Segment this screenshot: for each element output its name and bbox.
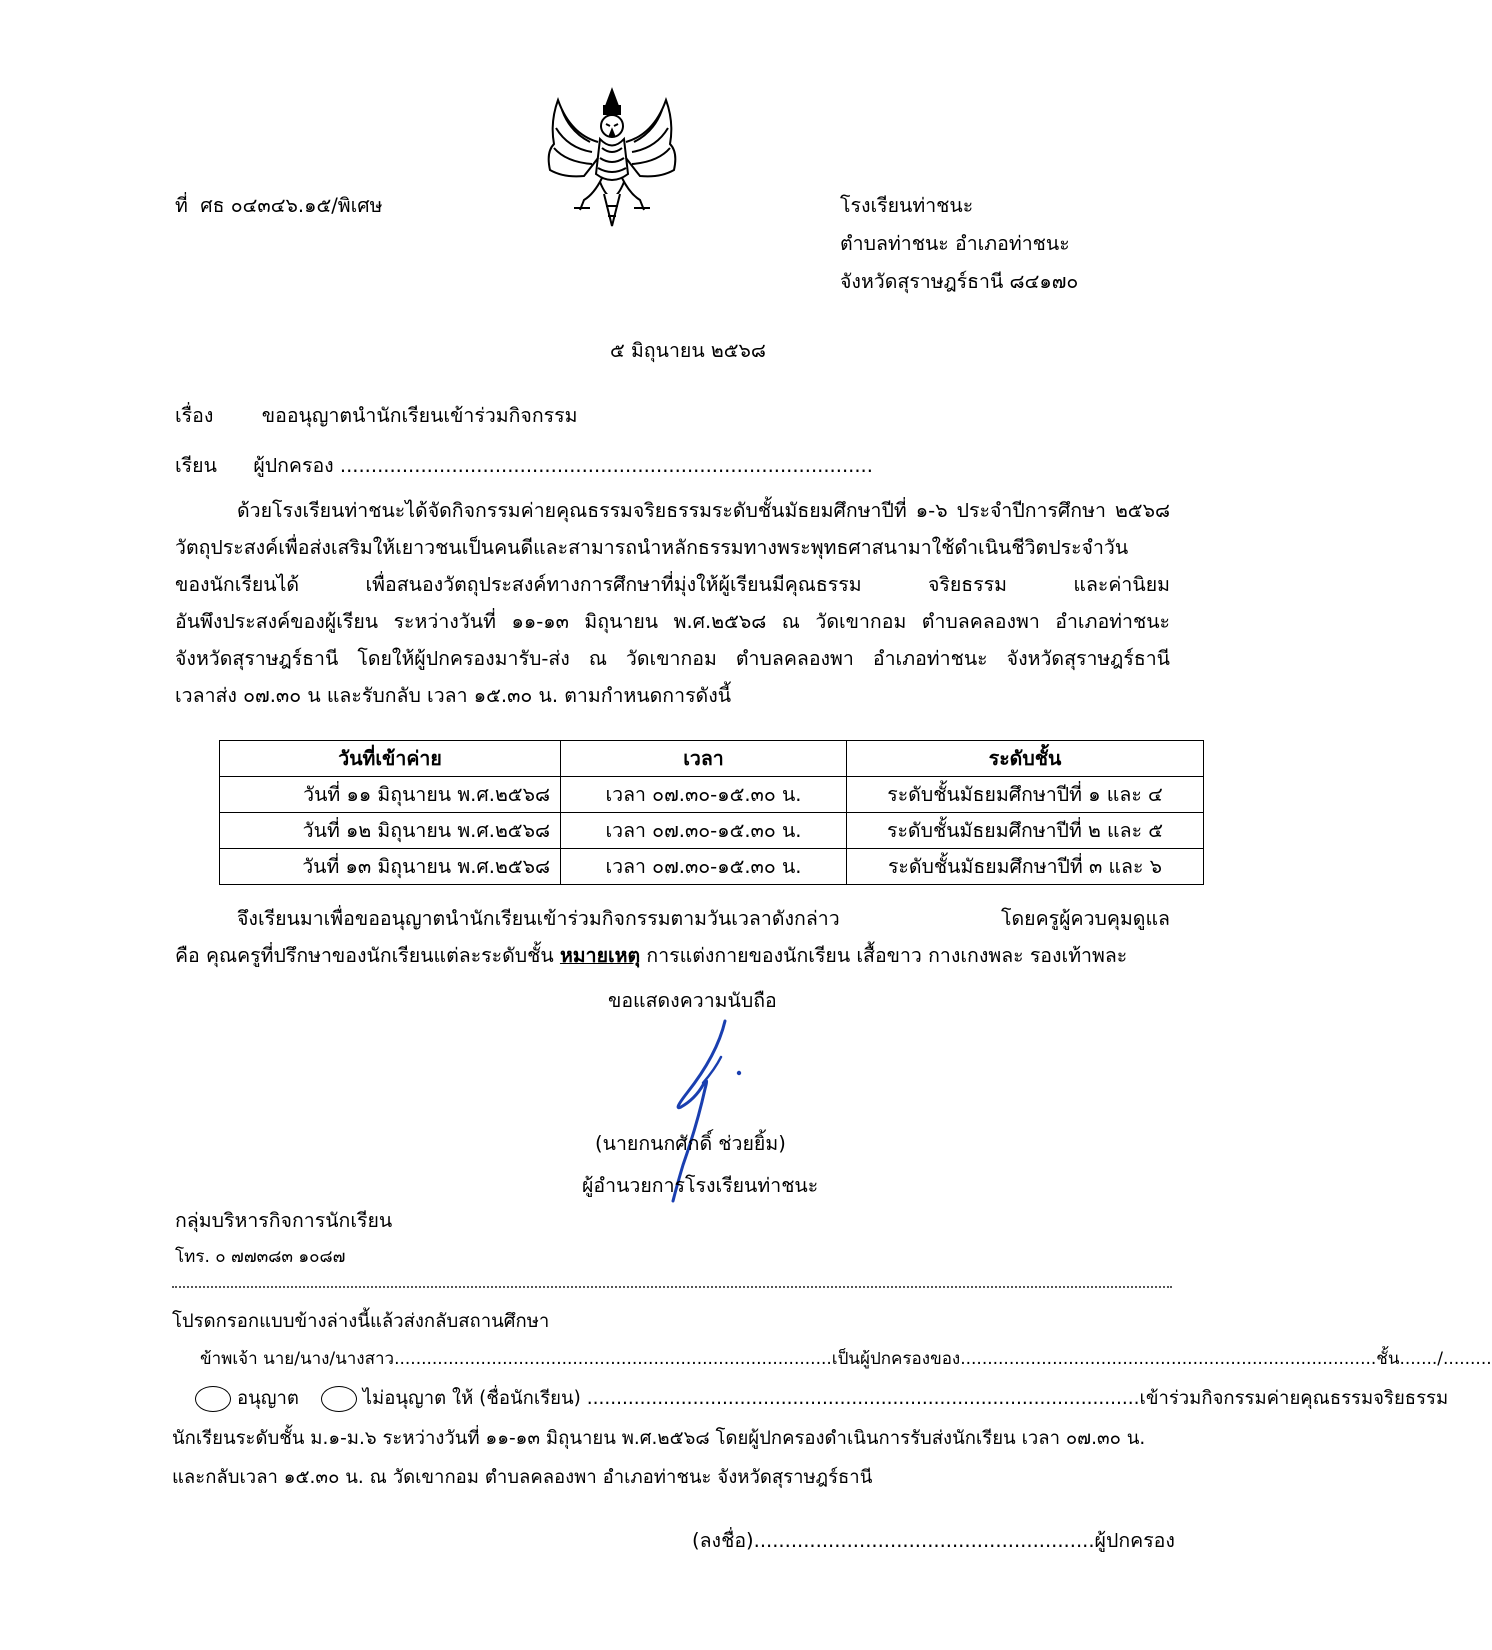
reference-label: ที่ [175,194,188,217]
column-header-time: เวลา [561,741,847,777]
table-cell-date: วันที่ ๑๒ มิถุนายน พ.ศ.๒๕๖๘ [220,813,561,849]
form-consent-line [195,1384,1448,1413]
table-cell-level: ระดับชั้นมัธยมศึกษาปีที่ ๑ และ ๔ [847,777,1204,813]
body-line: ด้วยโรงเรียนท่าชนะได้จัดกิจกรรมค่ายคุณธรรมจริยธรรมระดับชั้นมัธยมศึกษาปีที่ ๑-๖ ประจำปีการศึกษา ๒๕๖๘ [237,499,1170,522]
form-detail-line2: และกลับเวลา ๑๕.๓๐ น. ณ วัดเขากอม ตำบลคลองพา อำเภอท่าชนะ จังหวัดสุราษฎร์ธานี [172,1467,873,1488]
subject-line [175,400,577,431]
guardian-signature-line: (ลงชื่อ).......................................................ผู้ปกครอง [692,1529,1175,1552]
table-row [220,813,1204,849]
column-header-level: ระดับชั้น [847,741,1204,777]
table-row [220,849,1204,885]
subject-label: เรื่อง [175,404,214,427]
body-line: ของนักเรียนได้ เพื่อสนองวัตถุประสงค์ทางการศึกษาที่มุ่งให้ผู้เรียนมีคุณธรรม จริยธรรม และค่านิยม [175,573,1170,596]
body-line: อันพึงประสงค์ของผู้เรียน ระหว่างวันที่ ๑๑-๑๓ มิถุนายน พ.ศ.๒๕๖๘ ณ วัดเขากอม ตำบลคลองพา อำเภอท่าชนะ [175,610,1170,633]
school-name: โรงเรียนท่าชนะ [840,194,974,217]
body-line: จังหวัดสุราษฎร์ธานี โดยให้ผู้ปกครองมารับ-ส่ง ณ วัดเขากอม ตำบลคลองพา อำเภอท่าชนะ จังหวัดสุราษฎร์ธานี [175,647,1170,670]
table-row [220,777,1204,813]
subject-text: ขออนุญาตนำนักเรียนเข้าร่วมกิจกรรม [261,404,578,427]
salutation-text: ผู้ปกครอง ...................................................................................... [253,454,873,477]
allow-label: อนุญาต [237,1388,299,1409]
form-instruction: โปรดกรอกแบบข้างล่างนี้แล้วส่งกลับสถานศึกษา [172,1311,550,1332]
department-phone: โทร. ๐ ๗๗๓๘๓ ๑๐๘๗ [175,1247,346,1267]
body-line: วัตถุประสงค์เพื่อส่งเสริมให้เยาวชนเป็นคนดีและสามารถนำหลักธรรมทางพระพุทธศาสนามาใช้ดำเนินชีวิตประจำวัน [175,536,1129,559]
table-cell-date: วันที่ ๑๓ มิถุนายน พ.ศ.๒๕๖๘ [220,849,561,885]
deny-option-circle[interactable] [321,1386,357,1412]
department-name: กลุ่มบริหารกิจการนักเรียน [175,1209,393,1232]
table-cell-time: เวลา ๐๗.๓๐-๑๕.๓๐ น. [561,777,847,813]
camp-schedule-table [219,740,1204,885]
closing-line1: จึงเรียนมาเพื่อขออนุญาตนำนักเรียนเข้าร่วมกิจกรรมตามวันเวลาดังกล่าว โดยครูผู้ควบคุมดูแล [237,907,1170,930]
body-line: เวลาส่ง ๐๗.๓๐ น และรับกลับ เวลา ๑๕.๓๐ น. ตามกำหนดการดังนี้ [175,684,732,707]
form-guardian-line: ข้าพเจ้า นาย/นาง/นางสาว.................................................................................เป็นผู้ปกครองของ.............................................................................ชั้น......./......... [200,1349,1492,1369]
closing-line2-end: การแต่งกายของนักเรียน เสื้อขาว กางเกงพละ รองเท้าพละ [640,944,1128,967]
regards-text: ขอแสดงความนับถือ [608,989,777,1012]
table-header-row [220,741,1204,777]
school-address-line1: ตำบลท่าชนะ อำเภอท่าชนะ [840,232,1070,255]
reference-number [175,190,383,221]
table-cell-level: ระดับชั้นมัธยมศึกษาปีที่ ๓ และ ๖ [847,849,1204,885]
school-address-line2: จังหวัดสุราษฎร์ธานี ๘๔๑๗๐ [840,270,1079,293]
letter-body [175,492,1170,714]
garuda-emblem [540,82,685,232]
closing-line2 [175,937,1170,974]
reference-value: ศธ ๐๔๓๔๖.๑๕/พิเศษ [200,194,383,217]
table-cell-time: เวลา ๐๗.๓๐-๑๕.๓๐ น. [561,813,847,849]
salutation-label: เรียน [175,454,217,477]
table-cell-time: เวลา ๐๗.๓๐-๑๕.๓๐ น. [561,849,847,885]
signer-name: (นายกนกศักดิ์ ช่วยยิ้ม) [595,1132,786,1155]
table-cell-level: ระดับชั้นมัธยมศึกษาปีที่ ๒ และ ๕ [847,813,1204,849]
closing-line2-start: คือ คุณครูที่ปรึกษาของนักเรียนแต่ละระดับชั้น [175,944,560,967]
form-consent-rest: ให้ (ชื่อนักเรียน) ..............................................................................................เข้าร่วมกิจกรรมค่ายคุณธรรมจริยธรรม [452,1388,1449,1409]
table-cell-date: วันที่ ๑๑ มิถุนายน พ.ศ.๒๕๖๘ [220,777,561,813]
letter-date: ๕ มิถุนายน ๒๕๖๘ [610,339,766,362]
form-detail-line1: นักเรียนระดับชั้น ม.๑-ม.๖ ระหว่างวันที่ ๑๑-๑๓ มิถุนายน พ.ศ.๒๕๖๘ โดยผู้ปกครองดำเนินการรับส่งนักเรียน เวลา ๐๗.๓๐ น. [172,1428,1146,1449]
salutation-line [175,450,873,481]
tear-off-divider [172,1286,1172,1288]
allow-option-circle[interactable] [195,1386,231,1412]
deny-label: ไม่อนุญาต [362,1388,447,1409]
closing-paragraph [175,900,1170,974]
note-label: หมายเหตุ [559,944,641,967]
column-header-date: วันที่เข้าค่าย [220,741,561,777]
signer-position: ผู้อำนวยการโรงเรียนท่าชนะ [582,1174,819,1197]
